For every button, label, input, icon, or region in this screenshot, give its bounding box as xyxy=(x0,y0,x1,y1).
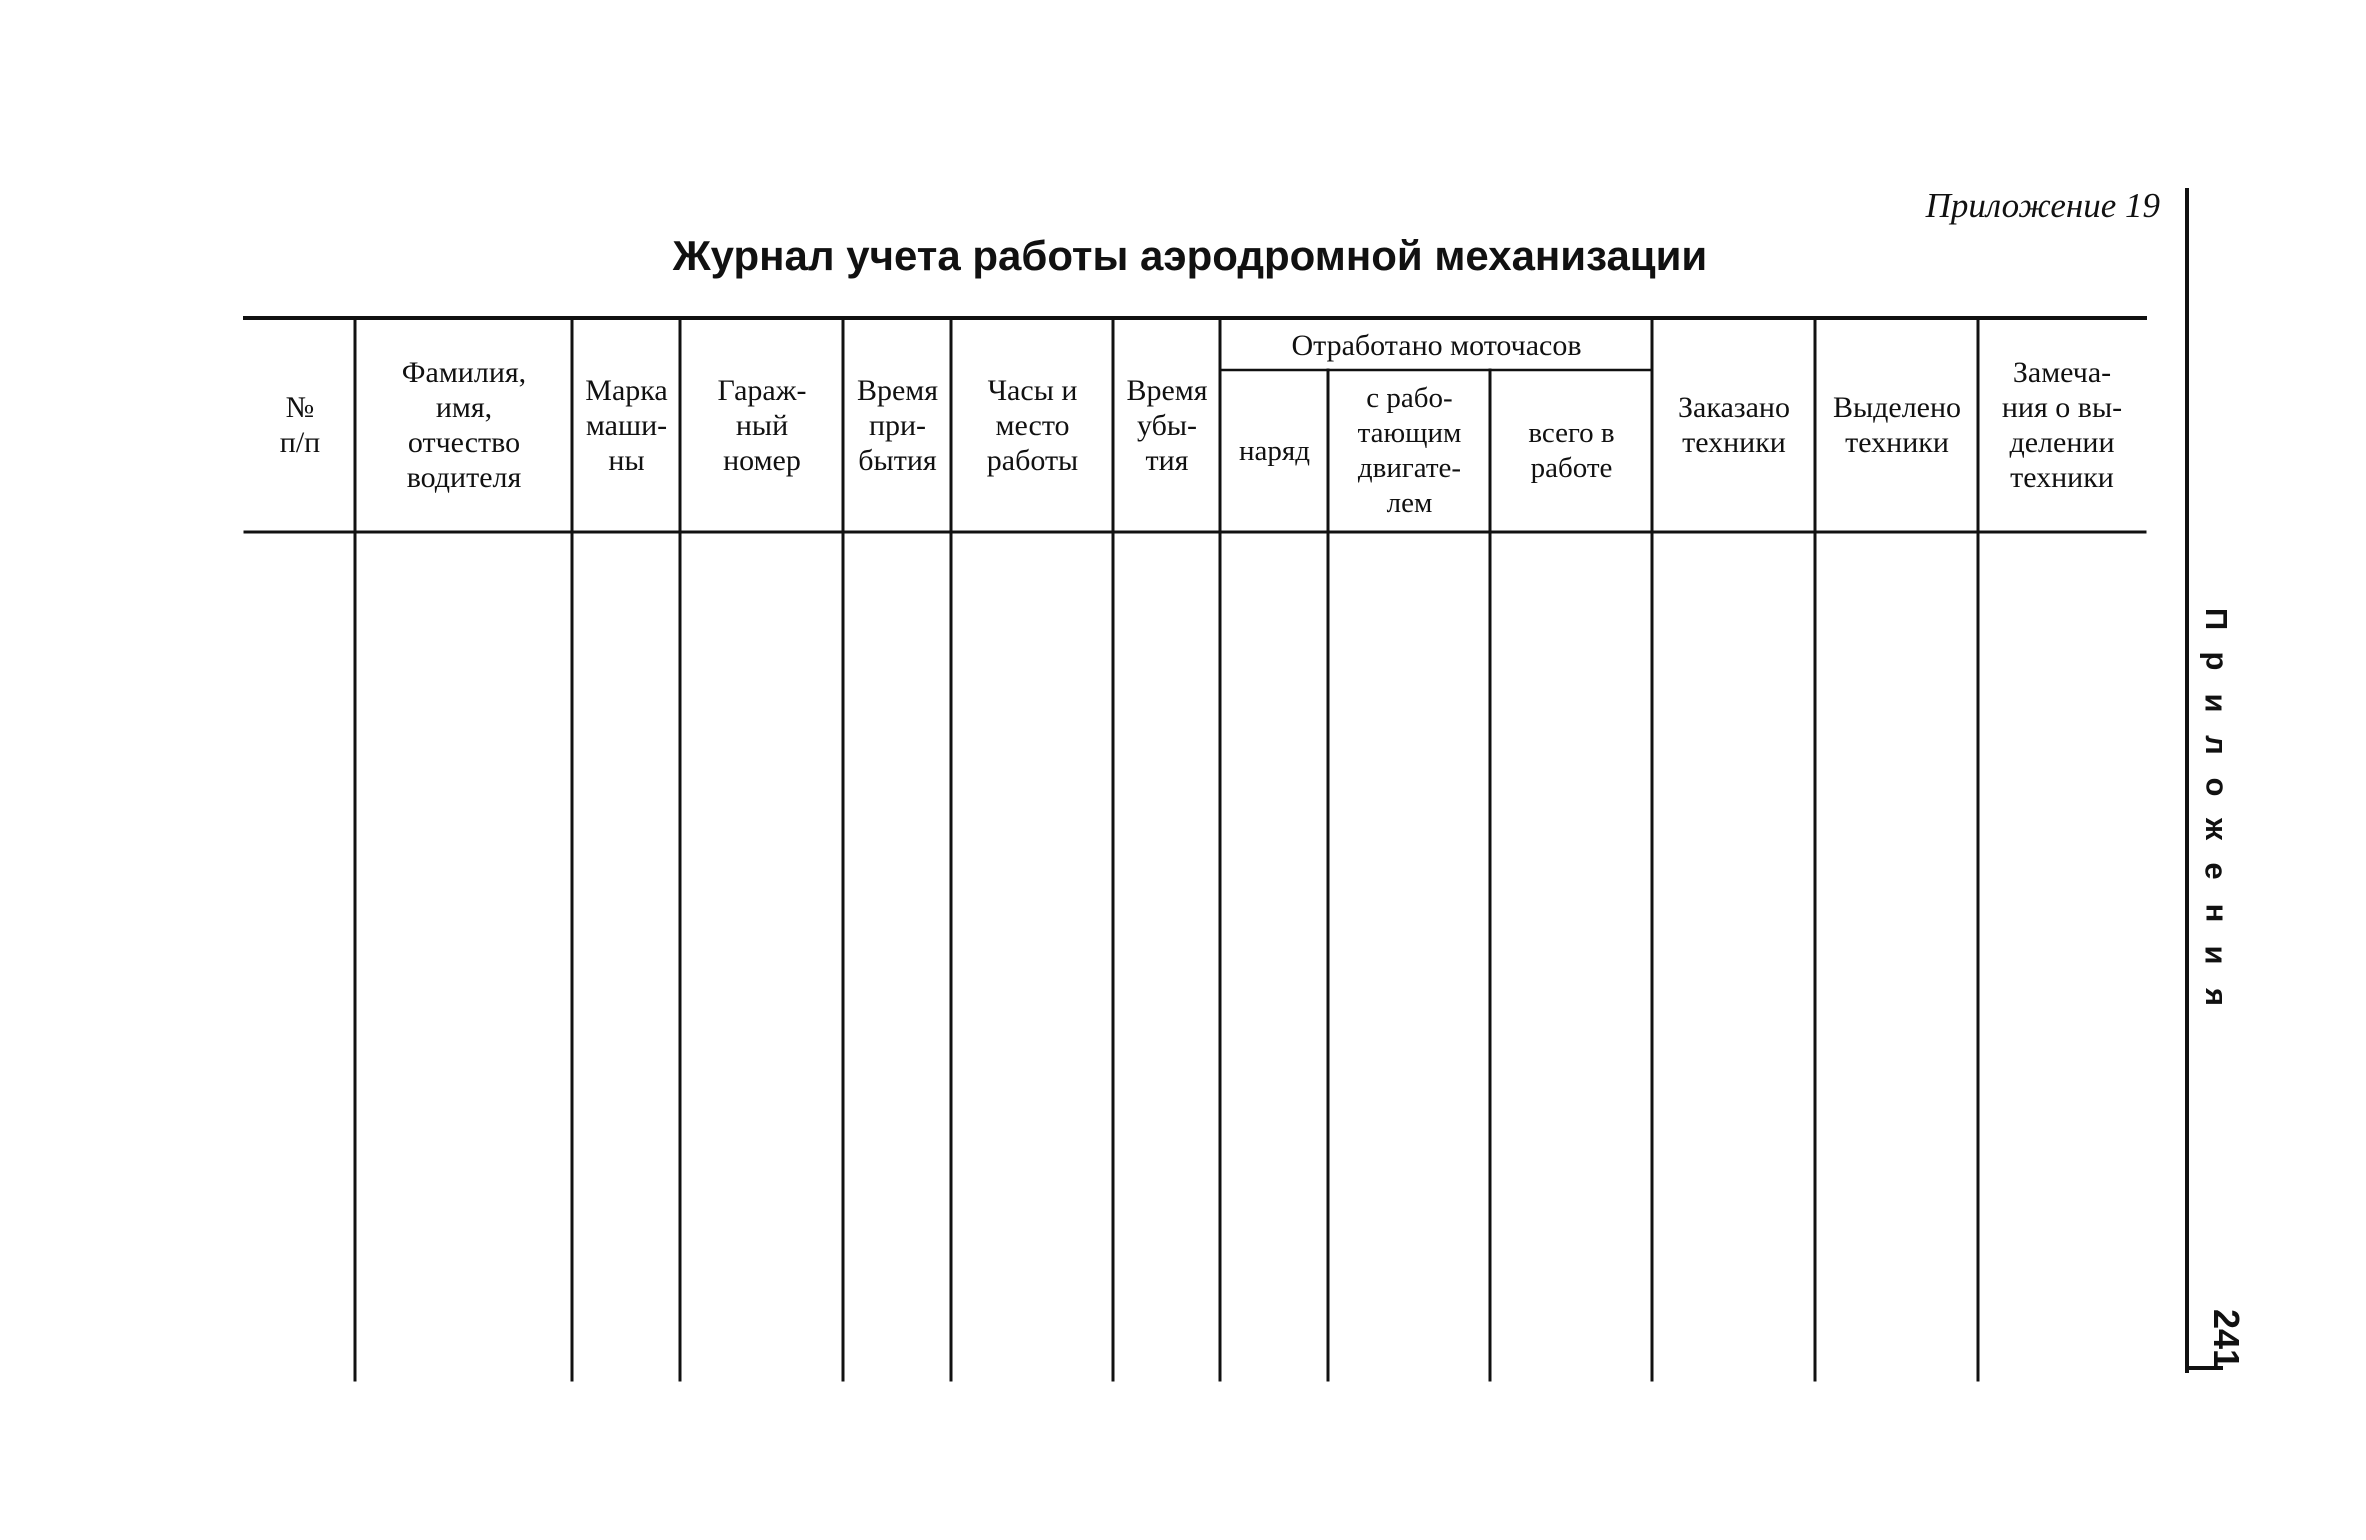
header-cell-brand: Марка маши- ны xyxy=(585,373,668,477)
header-cell-number: № п/п xyxy=(279,391,321,459)
header-cell-allocated: Выделено техники xyxy=(1832,391,1962,459)
section-label: П р и л о ж е н и я xyxy=(2198,607,2234,1007)
header-cell-arrival: Время при- бытия xyxy=(856,373,939,477)
header-cell-order: наряд xyxy=(1239,434,1310,467)
header-cell-engine-running: с рабо- тающим двигате- лем xyxy=(1357,382,1462,519)
journal-title: Журнал учета работы аэродромной механизации xyxy=(672,232,1708,279)
header-cell-departure: Время убы- тия xyxy=(1126,373,1208,477)
header-cell-driver: Фамилия, имя, отчество водителя xyxy=(401,356,527,494)
header-cell-remarks: Замеча- ния о вы- делении техники xyxy=(2001,356,2123,494)
page-number: 241 xyxy=(2206,1308,2247,1370)
header-group-motor-hours: Отработано моточасов xyxy=(1291,328,1582,362)
appendix-label: Приложение 19 xyxy=(1925,186,2160,225)
side-rule xyxy=(2185,188,2189,1373)
header-cell-ordered: Заказано техники xyxy=(1677,391,1790,459)
header-cell-total-work: всего в работе xyxy=(1528,417,1615,484)
header-cell-garage: Гараж- ный номер xyxy=(717,373,807,477)
header-cell-hours-place: Часы и место работы xyxy=(986,373,1079,477)
